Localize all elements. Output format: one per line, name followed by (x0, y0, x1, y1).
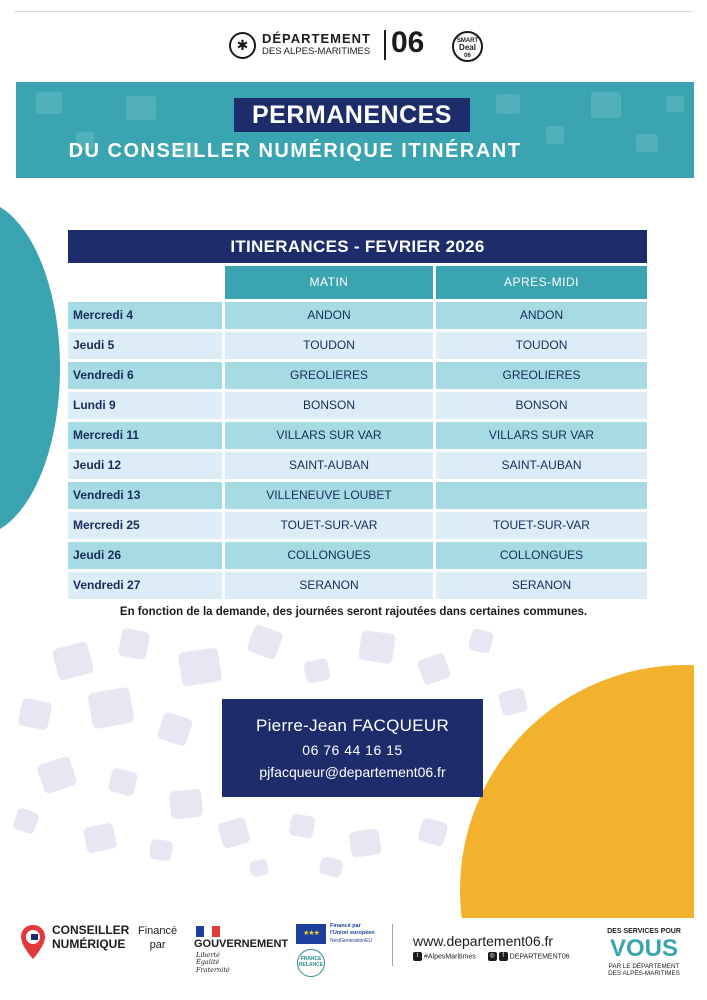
services-pour-vous-logo (600, 928, 688, 977)
day-cell: Vendredi 13 (68, 482, 222, 509)
twitter-handle[interactable]: #AlpesMaritimes (424, 953, 476, 961)
footer-separator (392, 924, 393, 966)
website-link[interactable]: www.departement06.fr (413, 933, 554, 949)
morning-cell: SAINT-AUBAN (225, 452, 433, 479)
day-cell: Jeudi 5 (68, 332, 222, 359)
social-links (413, 952, 570, 961)
facebook-handle[interactable]: DEPARTEMENT06 (509, 953, 570, 961)
services-bottom (600, 963, 688, 977)
services-vous: VOUS (609, 935, 678, 962)
day-cell: Mercredi 4 (68, 302, 222, 329)
day-cell: Mercredi 11 (68, 422, 222, 449)
afternoon-cell: SAINT-AUBAN (436, 452, 647, 479)
afternoon-cell: BONSON (436, 392, 647, 419)
eu-funding-text (330, 923, 375, 936)
day-cell: Vendredi 6 (68, 362, 222, 389)
financed-by (138, 924, 177, 953)
morning-cell: GREOLIERES (225, 362, 433, 389)
morning-cell: BONSON (225, 392, 433, 419)
day-cell: Lundi 9 (68, 392, 222, 419)
smart-deal-line2: Deal (459, 43, 476, 53)
morning-cell: VILLARS SUR VAR (225, 422, 433, 449)
france-relance-badge (297, 949, 325, 977)
footer (0, 920, 707, 990)
fr-badge-line2: RELANCE (298, 961, 324, 968)
eu-flag-icon: ★★★ (296, 924, 326, 944)
morning-cell: COLLONGUES (225, 542, 433, 569)
instagram-icon[interactable]: ◎ (489, 953, 495, 959)
schedule-note: En fonction de la demande, des journées seront rajoutées dans certaines communes. (119, 606, 588, 618)
conseiller-numerique-logo-icon (20, 924, 46, 960)
government-name: GOUVERNEMENT (194, 938, 289, 950)
conseiller-numerique-text (52, 924, 129, 952)
eu-next-generation: NextGenerationEU (330, 938, 372, 944)
afternoon-cell: GREOLIERES (436, 362, 647, 389)
motto-line2: Égalité (196, 958, 220, 967)
finance-line2: par (149, 939, 166, 952)
morning-cell: SERANON (225, 572, 433, 599)
contact-phone[interactable]: 06 76 44 16 15 (302, 742, 403, 758)
morning-cell: ANDON (225, 302, 433, 329)
morning-cell: TOUET-SUR-VAR (225, 512, 433, 539)
eu-line1: Financé par (330, 923, 361, 929)
services-bottom-line2: DES ALPES-MARITIMES (608, 970, 680, 978)
afternoon-cell: ANDON (436, 302, 647, 329)
facebook-icon[interactable]: f (499, 952, 508, 961)
day-cell: Jeudi 12 (68, 452, 222, 479)
morning-cell: TOUDON (225, 332, 433, 359)
afternoon-cell: TOUDON (436, 332, 647, 359)
schedule-title: ITINERANCES - FEVRIER 2026 (68, 230, 647, 263)
department-emblem-icon: ✱ (229, 32, 256, 59)
department-name-line2: DES ALPES-MARITIMES (262, 46, 371, 57)
afternoon-cell: VILLARS SUR VAR (436, 422, 647, 449)
day-cell: Jeudi 26 (68, 542, 222, 569)
smart-deal-line3: 06 (464, 52, 471, 59)
yellow-decorative-circle (460, 665, 694, 918)
motto-line3: Fraternité (196, 965, 230, 974)
services-top: DES SERVICES POUR (607, 928, 681, 935)
afternoon-cell: TOUET-SUR-VAR (436, 512, 647, 539)
fr-badge-line1: FRANCE (300, 956, 322, 962)
eu-line2: l'Union européen (330, 929, 375, 936)
contact-box (222, 699, 483, 797)
cn-line2: NUMÉRIQUE (52, 936, 126, 951)
day-cell: Vendredi 27 (68, 572, 222, 599)
french-flag-icon (196, 924, 222, 935)
contact-name: Pierre-Jean FACQUEUR (255, 716, 450, 735)
government-motto (196, 952, 230, 974)
column-header-morning: MATIN (225, 266, 433, 299)
motto-line1: Liberté (196, 951, 220, 959)
page-subtitle: DU CONSEILLER NUMÉRIQUE ITINÉRANT (68, 140, 522, 162)
morning-cell: VILLENEUVE LOUBET (225, 482, 433, 509)
day-cell: Mercredi 25 (68, 512, 222, 539)
page-title: PERMANENCES (234, 98, 470, 132)
finance-line1: Financé (138, 925, 178, 937)
afternoon-cell: COLLONGUES (436, 542, 647, 569)
smart-deal-line1: SMART (456, 38, 479, 44)
contact-email[interactable]: pjfacqueur@departement06.fr (259, 764, 446, 780)
services-bottom-line1: PAR LE DÉPARTEMENT (608, 963, 680, 970)
department-number: 06 (391, 26, 425, 59)
column-header-afternoon: APRES-MIDI (436, 266, 647, 299)
twitter-icon[interactable]: t (413, 952, 422, 961)
cn-line1: CONSEILLER (52, 923, 130, 937)
department-name-line1: DÉPARTEMENT (262, 31, 371, 46)
afternoon-cell: SERANON (436, 572, 647, 599)
